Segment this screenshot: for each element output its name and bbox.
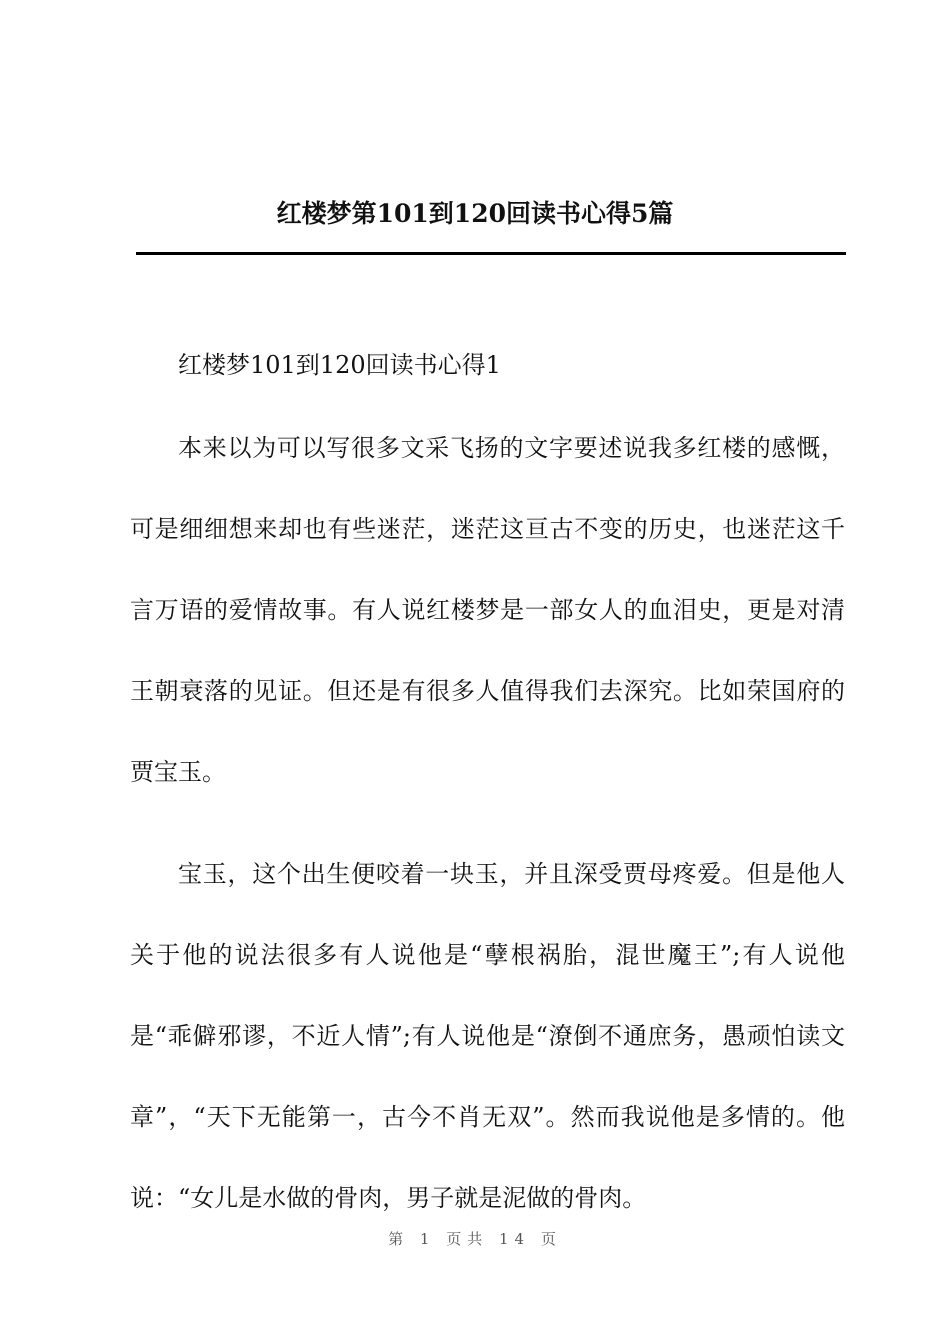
document-title: 红楼梦第101到120回读书心得5篇 [276,199,674,228]
paragraph-1: 本来以为可以写很多文采飞扬的文字要述说我多红楼的感慨，可是细细想来却也有些迷茫，迷茫这亘古不变的历史，也迷茫这千言万语的爱情故事。有人说红楼梦是一部女人的血泪史，更是对清王朝衰落的见证。但还是有很多人值得我们去深究。比如荣国府的贾宝玉。 [130,433,845,786]
document-body [130,346,845,1282]
section-heading: 红楼梦101到120回读书心得1 [178,351,501,379]
page-footer: 第 1 页共 14 页 [388,1230,562,1248]
title-divider [136,252,846,255]
paragraph-2: 宝玉，这个出生便咬着一块玉，并且深受贾母疼爱。但是他人关于他的说法很多有人说他是“孽根祸胎，混世魔王”;有人说他是“乖僻邪谬，不近人情”;有人说他是“潦倒不通庶务，愚顽怕读文章”，“天下无能第一，古今不肖无双”。然而我说他是多情的。他说：“女儿是水做的骨肉，男子就是泥做的骨肉。 [130,860,845,1212]
